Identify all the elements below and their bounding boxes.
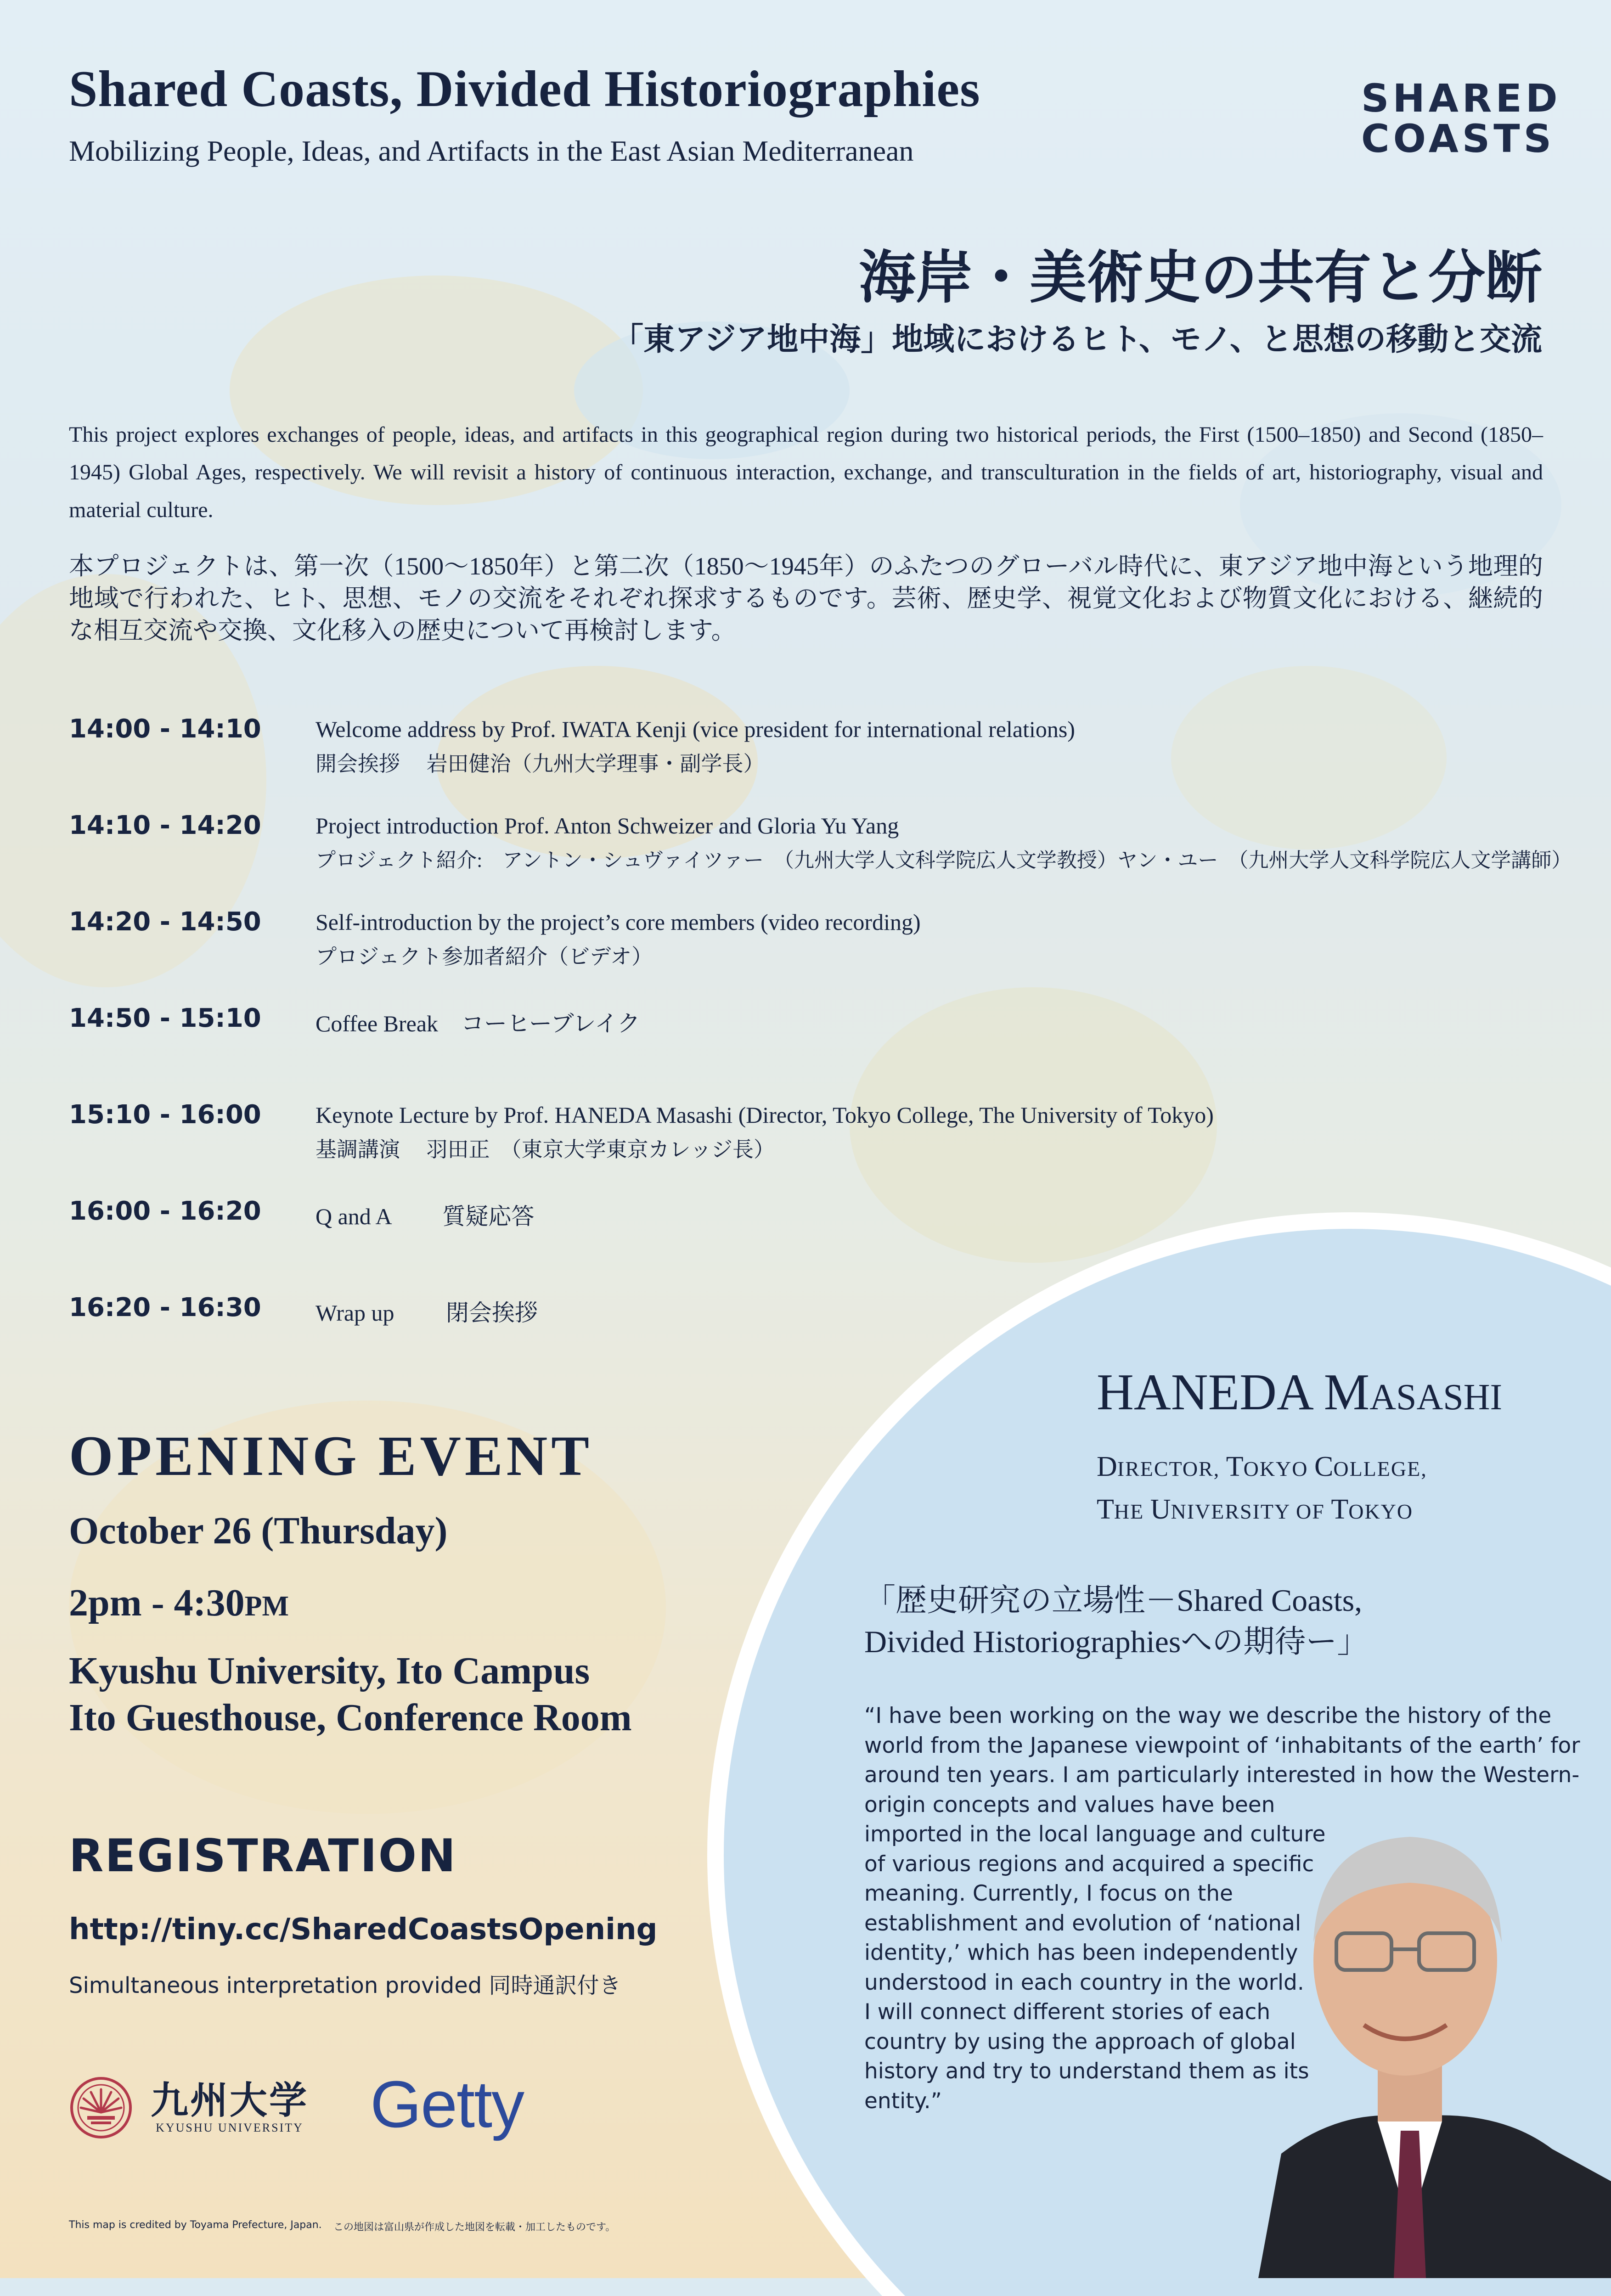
quote-line: history and try to understand them as its (864, 2059, 1309, 2084)
quote-line: identity,’ which has been independently (864, 1940, 1298, 1965)
keynote-position (1097, 1446, 1427, 1532)
logo-line2: COASTS (1361, 116, 1555, 161)
talk-title-line1: 「歴史研究の立場性－Shared Coasts, (864, 1583, 1363, 1618)
keynote-name (1097, 1363, 1502, 1422)
schedule-time: 14:10 - 14:20 (69, 810, 261, 840)
event-time-suffix: PM (244, 1591, 289, 1622)
schedule-item-jp: 開会挨拶 岩田健治（九州大学理事・副学長） (315, 752, 765, 776)
intro-jp: 本プロジェクトは、第一次（1500〜1850年）と第二次（1850〜1945年）のふたつのグローバル時代に、東アジア地中海という地理的地域で行われた、ヒト、思想、モノの交流をそれぞれ探求するものです。芸術、歴史学、視覚文化および物質文化における、継続的な相互交流や交換、文化移入の歴史について再検討します。 (69, 552, 1543, 644)
quote-line: of various regions and acquired a specific (864, 1851, 1314, 1877)
schedule-item-en: Project introduction Prof. Anton Schweizer and Gloria Yu Yang (315, 813, 899, 838)
schedule-time: 14:50 - 15:10 (69, 1003, 261, 1033)
sc: NIVERSITY OF (1171, 1500, 1331, 1523)
quote-line: entity.” (864, 2088, 942, 2114)
quote-line: I will connect different stories of each (864, 1999, 1271, 2025)
keynote-portrait-photo (1203, 1768, 1611, 2278)
quote-line: understood in each country in the world. (864, 1970, 1304, 1995)
cap: U (1150, 1494, 1171, 1525)
schedule-time: 14:00 - 14:10 (69, 714, 261, 744)
sc: HE (1114, 1500, 1150, 1523)
intro-en: This project explores exchanges of people, ideas, and artifacts in this geographical region during two historical periods, the First (1500–1850) and Second (1850–1945) Global Ages, respectively. We will revisit a history of continuous interaction, exchange, and transculturation in the fields of art, historiography, visual and material culture. (69, 422, 1543, 522)
kyushu-name-jp: 九州大学 (151, 2080, 309, 2122)
map-credit-jp: この地図は富山県が作成した地図を転載・加工したものです。 (333, 2222, 616, 2233)
event-date: October 26 (Thursday) (69, 1509, 448, 1552)
map-credit-en: This map is credited by Toyama Prefecture, Japan. (69, 2219, 322, 2231)
kyushu-university-logo (69, 2076, 309, 2140)
getty-logo: Getty (370, 2067, 524, 2141)
sc: OKYO (1243, 1457, 1314, 1480)
sc: OLLEGE, (1333, 1457, 1427, 1480)
cap: T (1331, 1494, 1349, 1525)
title-jp: 海岸・美術史の共有と分断 (858, 247, 1542, 310)
schedule-time: 16:00 - 16:20 (69, 1196, 261, 1226)
schedule-item-en: Self-introduction by the project’s core members (video recording) (315, 909, 921, 935)
quote-line: origin concepts and values have been (864, 1792, 1275, 1818)
schedule-item-en: Keynote Lecture by Prof. HANEDA Masashi (Director, Tokyo College, The University of Tokyo) (315, 1102, 1214, 1128)
keynote-position-line2 (1097, 1489, 1427, 1532)
schedule-item-jp: 基調講演 羽田正 （東京大学東京カレッジ長） (315, 1138, 775, 1161)
kyushu-name-en: KYUSHU UNIVERSITY (156, 2121, 304, 2134)
quote-line: around ten years. I am particularly interested in how the Western- (864, 1762, 1580, 1788)
event-time (69, 1581, 289, 1625)
subtitle-en: Mobilizing People, Ideas, and Artifacts in the East Asian Mediterranean (69, 135, 914, 167)
cap: T (1097, 1494, 1114, 1525)
event-venue-line2: Ito Guesthouse, Conference Room (69, 1696, 632, 1739)
subtitle-jp: 「東アジア地中海」地域におけるヒト、モノ、と思想の移動と交流 (612, 322, 1542, 357)
schedule-item-en: Q and A 質疑応答 (315, 1204, 535, 1229)
cap: T (1226, 1451, 1244, 1482)
schedule-time: 16:20 - 16:30 (69, 1293, 261, 1322)
sc: OKYO (1348, 1500, 1414, 1523)
event-venue-line1: Kyushu University, Ito Campus (69, 1649, 590, 1692)
logo-line1: SHARED (1361, 76, 1561, 121)
quote-line: “I have been working on the way we describe the history of the (864, 1703, 1552, 1728)
kyushu-emblem-icon (69, 2076, 133, 2140)
quote-line: establishment and evolution of ‘national (864, 1910, 1301, 1936)
talk-title-line2: Divided Historiographiesへの期待ー」 (864, 1624, 1369, 1659)
keynote-position-line1 (1097, 1446, 1427, 1489)
interpretation-note: Simultaneous interpretation provided 同時通訳付き (69, 1973, 621, 1998)
schedule-item-en: Welcome address by Prof. IWATA Kenji (vice president for international relations) (315, 716, 1075, 742)
quote-line: country by using the approach of global (864, 2029, 1296, 2054)
keynote-talk-title (864, 1580, 1368, 1662)
event-time-main: 2pm - 4:30 (69, 1581, 245, 1624)
schedule-time: 14:20 - 14:50 (69, 907, 261, 937)
shared-coasts-logo (1361, 76, 1561, 161)
keynote-name-rest: ASASHI (1369, 1377, 1503, 1418)
registration-link[interactable]: http://tiny.cc/SharedCoastsOpening (69, 1913, 658, 1947)
cap: C (1314, 1451, 1334, 1482)
sc: IRECTOR, (1117, 1457, 1226, 1480)
title-en: Shared Coasts, Divided Historiographies (69, 61, 980, 118)
quote-line: imported in the local language and culture (864, 1822, 1326, 1847)
schedule-time: 15:10 - 16:00 (69, 1100, 261, 1130)
schedule-item-en: Wrap up 閉会挨拶 (315, 1300, 538, 1326)
keynote-name-main: HANEDA M (1097, 1364, 1370, 1421)
registration-heading: REGISTRATION (69, 1830, 457, 1882)
cap: D (1097, 1451, 1117, 1482)
schedule-item-en: Coffee Break コーヒーブレイク (315, 1011, 641, 1036)
quote-line: meaning. Currently, I focus on the (864, 1881, 1233, 1906)
opening-event-heading: OPENING EVENT (69, 1424, 593, 1487)
schedule-item-jp: プロジェクト紹介: アントン・シュヴァイツァー （九州大学人文科学院広人文学教授）ヤン・ユー （九州大学人文科学院広人文学講師） (315, 849, 1572, 872)
quote-line: world from the Japanese viewpoint of ‘inhabitants of the earth’ for (864, 1733, 1580, 1758)
schedule-item-jp: プロジェクト参加者紹介（ビデオ） (315, 945, 653, 968)
